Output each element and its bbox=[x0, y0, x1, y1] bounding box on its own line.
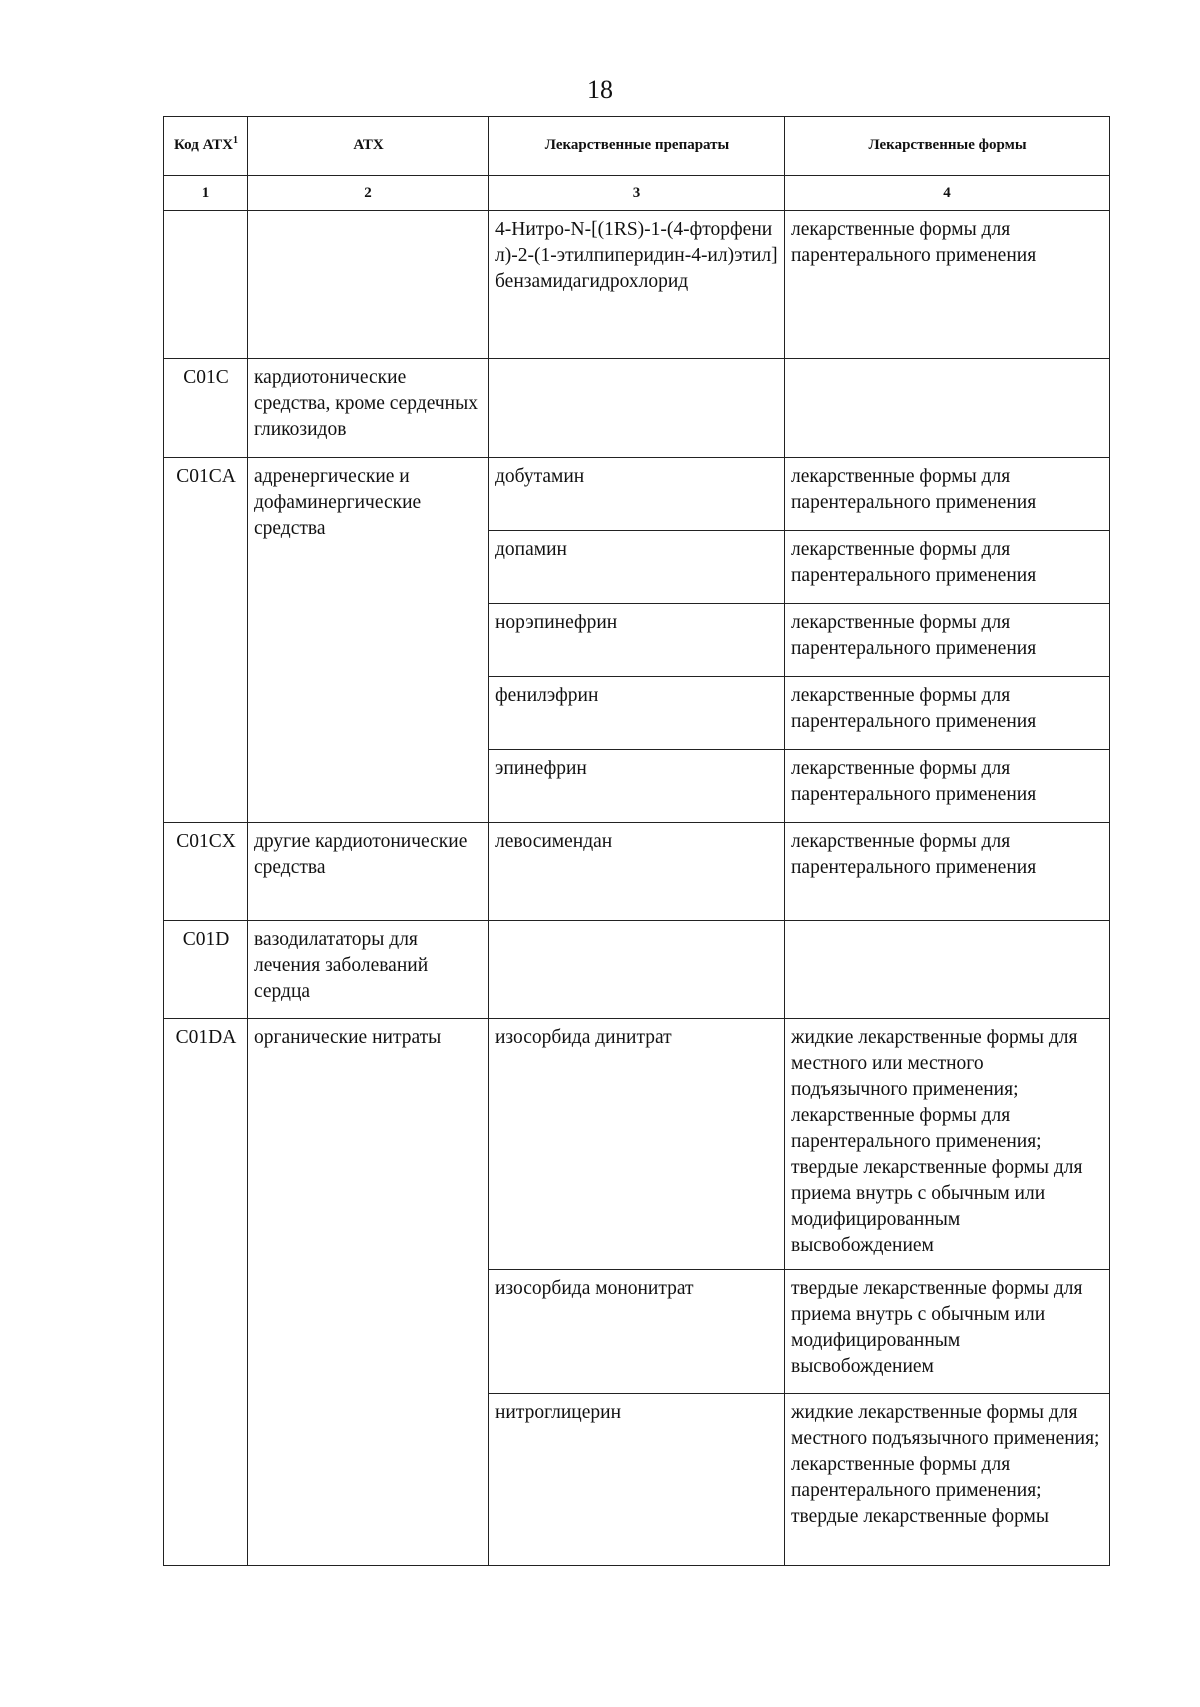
code-cell: C01C bbox=[164, 359, 248, 458]
table-row bbox=[164, 211, 1110, 359]
drug-cell bbox=[489, 359, 785, 458]
col-number: 2 bbox=[248, 176, 489, 211]
atx-cell bbox=[248, 211, 489, 359]
form-cell bbox=[785, 921, 1110, 1019]
form-cell: лекарственные формы для парентерального применения bbox=[785, 458, 1110, 531]
drug-cell: изосорбида мононитрат bbox=[489, 1270, 785, 1394]
table-row bbox=[164, 921, 1110, 1019]
page-number: 18 bbox=[587, 75, 613, 104]
drug-cell: норэпинефрин bbox=[489, 604, 785, 677]
code-cell: C01D bbox=[164, 921, 248, 1019]
drug-cell: эпинефрин bbox=[489, 750, 785, 823]
atx-cell: другие кардиотонические средства bbox=[248, 823, 489, 921]
form-cell: лекарственные формы для парентерального применения bbox=[785, 604, 1110, 677]
header-atx: АТХ bbox=[248, 117, 489, 176]
drug-cell: изосорбида динитрат bbox=[489, 1019, 785, 1270]
table-row bbox=[164, 823, 1110, 921]
table-header-row bbox=[164, 117, 1110, 176]
drug-cell: левосимендан bbox=[489, 823, 785, 921]
table-row bbox=[164, 359, 1110, 458]
column-number-row bbox=[164, 176, 1110, 211]
table-row bbox=[164, 458, 1110, 531]
drug-cell: добутамин bbox=[489, 458, 785, 531]
form-cell: лекарственные формы для парентерального применения bbox=[785, 677, 1110, 750]
drug-cell: допамин bbox=[489, 531, 785, 604]
code-cell bbox=[164, 211, 248, 359]
col-number: 1 bbox=[164, 176, 248, 211]
header-code: Код АТХ$^1$ bbox=[164, 117, 248, 176]
drug-cell: 4-Нитро-N-[(1RS)-1-(4-фторфенил)-2-(1-этилпиперидин-4-ил)этил]бензамидагидрохлорид bbox=[489, 211, 785, 359]
form-cell: лекарственные формы для парентерального применения bbox=[785, 750, 1110, 823]
drug-cell: фенилэфрин bbox=[489, 677, 785, 750]
col-number: 3 bbox=[489, 176, 785, 211]
form-cell: лекарственные формы для парентерального применения bbox=[785, 211, 1110, 359]
drug-cell bbox=[489, 921, 785, 1019]
atx-table bbox=[163, 116, 1110, 1566]
atx-cell: адренергические и дофаминергические средства bbox=[248, 458, 489, 823]
drug-cell: нитроглицерин bbox=[489, 1394, 785, 1566]
col-number: 4 bbox=[785, 176, 1110, 211]
code-cell: C01CX bbox=[164, 823, 248, 921]
form-cell: лекарственные формы для парентерального применения bbox=[785, 823, 1110, 921]
code-cell: C01CA bbox=[164, 458, 248, 823]
atx-cell: органические нитраты bbox=[248, 1019, 489, 1566]
atx-cell: кардиотонические средства, кроме сердечных гликозидов bbox=[248, 359, 489, 458]
code-cell: C01DA bbox=[164, 1019, 248, 1566]
form-cell: жидкие лекарственные формы для местного или местного подъязычного применения; лекарственные формы для парентерального применения; твердые лекарственные формы для приема внутрь с обычным или модифицированным высвобождением bbox=[785, 1019, 1110, 1270]
form-cell: твердые лекарственные формы для приема внутрь с обычным или модифицированным высвобождением bbox=[785, 1270, 1110, 1394]
header-drugs: Лекарственные препараты bbox=[489, 117, 785, 176]
form-cell: жидкие лекарственные формы для местного подъязычного применения; лекарственные формы для парентерального применения; твердые лекарственные формы bbox=[785, 1394, 1110, 1566]
atx-cell: вазодилататоры для лечения заболеваний сердца bbox=[248, 921, 489, 1019]
form-cell bbox=[785, 359, 1110, 458]
form-cell: лекарственные формы для парентерального применения bbox=[785, 531, 1110, 604]
header-forms: Лекарственные формы bbox=[785, 117, 1110, 176]
table-row bbox=[164, 1019, 1110, 1270]
